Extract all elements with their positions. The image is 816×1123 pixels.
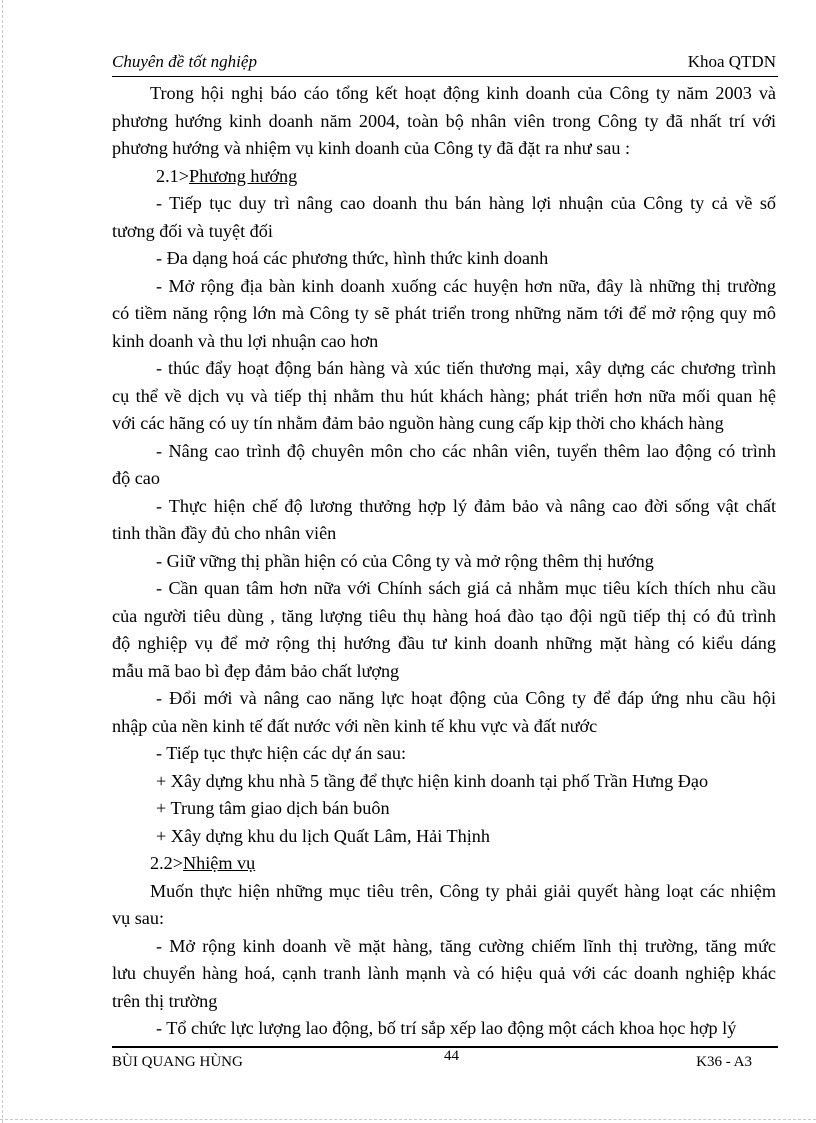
paragraph-line: - Tổ chức lực lượng lao động, bố trí sắp xếp lao động một cách khoa học hợp lý bbox=[156, 1018, 737, 1038]
paragraph-line: phương hướng kinh doanh năm 2004, toàn bộ nhân viên trong Công ty đã nhất trí với bbox=[112, 110, 776, 131]
paragraph-line: vụ sau: bbox=[112, 908, 165, 928]
paragraph-line: phương hướng và nhiệm vụ kinh doanh của Công ty đã đặt ra như sau : bbox=[112, 138, 631, 158]
paragraph-line: - Cần quan tâm hơn nữa với Chính sách giá cả nhằm mục tiêu kích thích nhu cầu bbox=[156, 578, 776, 598]
paragraph-line: độ nghiệp vụ để mở rộng thị hướng đầu tư kinh doanh những mặt hàng có kiểu dáng bbox=[112, 633, 776, 653]
section-number: 2.2> bbox=[150, 853, 183, 873]
paragraph-line: - Đa dạng hoá các phương thức, hình thức kinh doanh bbox=[156, 248, 549, 268]
section-heading-2-2 bbox=[112, 850, 776, 878]
paragraph-line: mẫu mã bao bì đẹp đảm bảo chất lượng bbox=[112, 660, 400, 681]
header-title: Chuyên đề tốt nghiệp bbox=[112, 52, 257, 71]
footer-class-code: K36 - A3 bbox=[696, 1054, 752, 1070]
paragraph-line: lưu chuyển hàng hoá, cạnh tranh lành mạnh và có hiệu quả với các doanh nghiệp khác bbox=[112, 963, 776, 983]
paragraph-line: Muốn thực hiện những mục tiêu trên, Công ty phải giải quyết hàng loạt các nhiệm bbox=[150, 880, 776, 901]
page-number: 44 bbox=[444, 1048, 459, 1064]
list-item: + Trung tâm giao dịch bán buôn bbox=[156, 798, 390, 818]
list-item: + Xây dựng khu du lịch Quất Lâm, Hải Thịnh bbox=[156, 825, 490, 846]
paragraph-line: - Giữ vững thị phần hiện có của Công ty và mở rộng thêm thị hướng bbox=[156, 550, 654, 571]
section-number: 2.1> bbox=[156, 165, 189, 186]
page-edge-left bbox=[2, 0, 3, 1123]
footer-author: BÙI QUANG HÙNG bbox=[112, 1054, 243, 1070]
paragraph-line: với các hãng có uy tín nhằm đảm bảo nguồn hàng cung cấp kịp thời cho khách hàng bbox=[112, 413, 724, 433]
paragraph-line: - Mở rộng kinh doanh về mặt hàng, tăng cường chiếm lĩnh thị trường, tăng mức bbox=[156, 935, 776, 956]
page-footer bbox=[112, 1048, 776, 1074]
section-title: Phương hướng bbox=[189, 165, 298, 186]
paragraph-line: độ cao bbox=[112, 468, 160, 488]
paragraph-line: cụ thể về dịch vụ và tiếp thị nhằm thu hút khách hàng; phát triển hơn nữa mối quan hệ bbox=[112, 385, 776, 406]
paragraph-line: có tiềm năng rộng lớn mà Công ty sẽ phát triển trong những năm tới để mở rộng quy mô bbox=[112, 303, 776, 323]
paragraph-line: - Tiếp tục duy trì nâng cao doanh thu bán hàng lợi nhuận của Công ty cả về số bbox=[156, 193, 776, 213]
paragraph-line: Trong hội nghị báo cáo tổng kết hoạt động kinh doanh của Công ty năm 2003 và bbox=[150, 83, 776, 103]
paragraph-line: - Tiếp tục thực hiện các dự án sau: bbox=[156, 743, 407, 763]
paragraph-line: - thúc đẩy hoạt động bán hàng và xúc tiến thương mại, xây dựng các chương trình bbox=[156, 358, 776, 378]
section-heading-2-1 bbox=[112, 163, 776, 191]
paragraph-line: - Mở rộng địa bàn kinh doanh xuống các huyện hơn nữa, đây là những thị trường bbox=[156, 275, 776, 296]
paragraph-line: tương đối và tuyệt đối bbox=[112, 220, 273, 241]
paragraph-line: tinh thần đầy đủ cho nhân viên bbox=[112, 523, 337, 543]
document-body bbox=[112, 80, 776, 1043]
paragraph-line: của người tiêu dùng , tăng lượng tiêu thụ hàng hoá đào tạo đội ngũ tiếp thị có đủ trình bbox=[112, 605, 776, 626]
page-edge-bottom bbox=[0, 1119, 816, 1120]
header-department: Khoa QTDN bbox=[687, 52, 776, 71]
paragraph-line: trên thị trường bbox=[112, 990, 218, 1011]
page-header bbox=[112, 52, 776, 78]
paragraph-line: - Đổi mới và nâng cao năng lực hoạt động của Công ty để đáp ứng nhu cầu hội bbox=[156, 688, 776, 708]
paragraph-line: kinh doanh và thu lợi nhuận cao hơn bbox=[112, 330, 379, 351]
section-title: Nhiệm vụ bbox=[183, 853, 256, 873]
paragraph-line: nhập của nền kinh tế đất nước với nền kinh tế khu vực và đất nước bbox=[112, 715, 598, 736]
paragraph-line: - Nâng cao trình độ chuyên môn cho các nhân viên, tuyển thêm lao động có trình bbox=[156, 440, 776, 461]
header-rule bbox=[112, 76, 778, 77]
list-item: + Xây dựng khu nhà 5 tầng để thực hiện kinh doanh tại phố Trần Hưng Đạo bbox=[156, 770, 709, 791]
paragraph-line: - Thực hiện chế độ lương thưởng hợp lý đảm bảo và nâng cao đời sống vật chất bbox=[156, 495, 776, 516]
